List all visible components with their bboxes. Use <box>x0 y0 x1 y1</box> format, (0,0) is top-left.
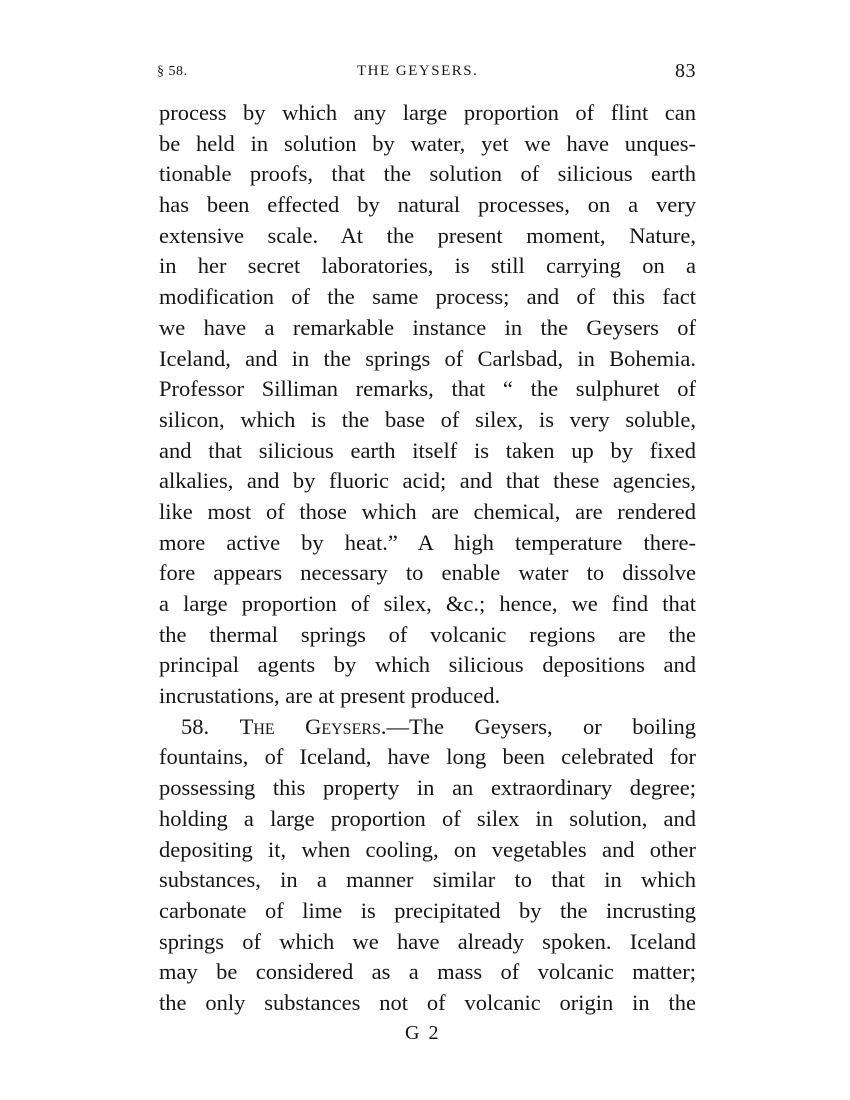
section-heading-rest: —The Geysers, or boiling <box>386 713 696 739</box>
text-line: tionable proofs, that the solution of silicious earth <box>159 161 696 187</box>
text-line: fountains, of Iceland, have long been celebrated for <box>159 744 696 770</box>
text-line: incrustations, are at present produced. <box>159 683 501 709</box>
text-line: the only substances not of volcanic origin in the <box>159 989 696 1015</box>
text-line: Professor Silliman remarks, that “ the sulphuret of <box>159 376 696 402</box>
signature-mark: G 2 <box>405 1022 441 1044</box>
text-line: modification of the same process; and of this fact <box>159 284 696 310</box>
text-line: be held in solution by water, yet we have unques- <box>159 130 696 156</box>
section-heading-number: 58. <box>181 713 210 739</box>
text-line: substances, in a manner similar to that in which <box>159 867 696 893</box>
text-line: in her secret laboratories, is still carrying on a <box>159 253 696 279</box>
section-heading-line <box>159 712 696 743</box>
text-line: holding a large proportion of silex in solution, and <box>159 805 696 831</box>
text-line: extensive scale. At the present moment, Nature, <box>159 222 696 248</box>
text-line: Iceland, and in the springs of Carlsbad, in Bohemia. <box>159 345 696 371</box>
text-line: fore appears necessary to enable water to dissolve <box>159 560 696 586</box>
text-line: more active by heat.” A high temperature there- <box>159 529 696 555</box>
text-line: principal agents by which silicious depositions and <box>159 652 696 678</box>
text-line: a large proportion of silex, &c.; hence, we find that <box>159 591 696 616</box>
text-line: like most of those which are chemical, are rendered <box>159 498 696 524</box>
section-number: § 58. <box>157 64 188 79</box>
text-line: has been effected by natural processes, on a very <box>159 192 696 218</box>
text-line: silicon, which is the base of silex, is very soluble, <box>159 406 696 432</box>
text-line: possessing this property in an extraordinary degree; <box>159 775 696 801</box>
text-line: springs of which we have already spoken. Iceland <box>159 928 696 954</box>
text-line: we have a remarkable instance in the Geysers of <box>159 314 696 340</box>
text-line: the thermal springs of volcanic regions are the <box>159 621 696 647</box>
running-head <box>157 58 696 88</box>
text-line: process by which any large proportion of flint can <box>159 100 696 125</box>
running-title: THE GEYSERS. <box>357 63 479 79</box>
text-line: alkalies, and by fluoric acid; and that these agencies, <box>159 468 696 494</box>
text-line: and that silicious earth itself is taken up by fixed <box>159 437 696 463</box>
page-number: 83 <box>675 60 696 82</box>
text-line: depositing it, when cooling, on vegetables and other <box>159 836 696 862</box>
section-heading-title: The Geysers. <box>239 713 387 739</box>
text-line: may be considered as a mass of volcanic matter; <box>159 959 696 985</box>
body-text <box>159 98 696 1019</box>
text-line: carbonate of lime is precipitated by the incrusting <box>159 897 696 923</box>
